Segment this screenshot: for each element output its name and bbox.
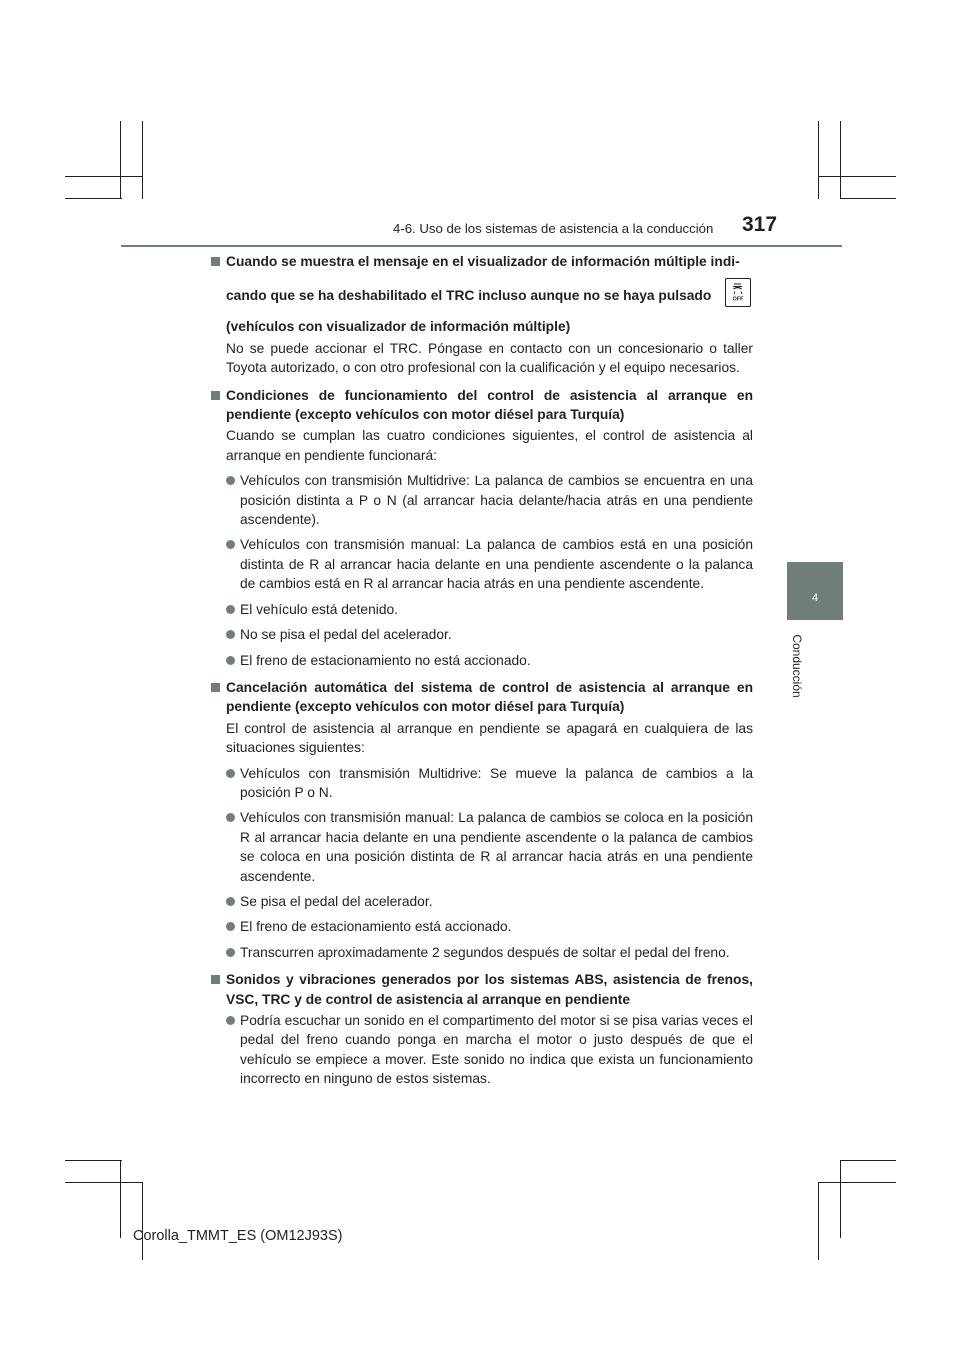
crop-mark (840, 1160, 841, 1238)
section-title (210, 970, 753, 1009)
list-item (210, 535, 753, 593)
round-bullet-icon (226, 1016, 235, 1025)
round-bullet-icon (226, 948, 235, 957)
list-item-text: El freno de estacionamiento está accionado. (240, 919, 512, 935)
round-bullet-icon (226, 630, 235, 639)
section-title-text: Condiciones de funcionamiento del control de asistencia al arranque en pendiente (excepto vehículos con motor diésel para Turquía) (226, 387, 753, 423)
list-item (210, 600, 753, 619)
crop-mark (840, 121, 841, 199)
list-item-text: Transcurren aproximadamente 2 segundos después de soltar el pedal del freno. (240, 944, 730, 960)
round-bullet-icon (226, 656, 235, 665)
section-title (210, 386, 753, 425)
main-content (210, 252, 753, 1089)
crop-mark (840, 198, 896, 199)
section-paragraph: Cuando se cumplan las cuatro condiciones siguientes, el control de asistencia al arranque en pendiente funcionará: (226, 428, 753, 463)
round-bullet-icon (226, 605, 235, 614)
crop-mark (65, 176, 143, 177)
section-title-text: (vehículos con visualizador de información múltiple) (226, 319, 571, 335)
crop-mark (818, 176, 896, 177)
list-item-text: Vehículos con transmisión Multidrive: La palanca de cambios se encuentra en una posición distinta a P o N (al arrancar hacia delante/hacia atrás en una pendiente ascendente). (240, 473, 753, 528)
list-item-text: Vehículos con transmisión Multidrive: Se mueve la palanca de cambios a la posición P o N. (240, 765, 753, 800)
round-bullet-icon (226, 476, 235, 485)
section-title-text: Cancelación automática del sistema de control de asistencia al arranque en pendiente (excepto vehículos con motor diésel para Turquía) (226, 679, 753, 715)
square-bullet-icon (211, 391, 220, 400)
crop-mark (65, 1160, 122, 1161)
crop-mark (818, 121, 819, 199)
list-item-text: Vehículos con transmisión manual: La palanca de cambios se coloca en la posición R al arrancar hacia delante en una pendiente ascendente o la palanca de cambios se coloca en una posición distinta de R al arrancar hacia atrás en una pendiente ascendente. (240, 810, 753, 884)
header-rule (121, 245, 842, 247)
square-bullet-icon (211, 257, 220, 266)
round-bullet-icon (226, 922, 235, 931)
page-number: 317 (742, 213, 778, 236)
section-title-line (226, 282, 753, 311)
trc-off-switch-icon (725, 278, 751, 307)
list-item-text: Podría escuchar un sonido en el compartimento del motor si se pisa varias veces el pedal del freno cuando ponga en marcha el motor o justo después de que el vehículo se empiece a mover. Este sonido no indica que exista un funcionamiento incorrecto en ninguno de estos sistemas. (240, 1013, 753, 1087)
crop-mark (818, 1182, 819, 1260)
crop-mark (818, 1182, 896, 1183)
manual-code: Corolla_TMMT_ES (OM12J93S) (133, 1228, 343, 1244)
crop-mark (840, 1160, 896, 1161)
round-bullet-icon (226, 897, 235, 906)
list-item (210, 808, 753, 886)
round-bullet-icon (226, 769, 235, 778)
crop-mark (142, 121, 143, 199)
square-bullet-icon (211, 683, 220, 692)
svg-text:OFF: OFF (732, 296, 744, 303)
crop-mark (65, 1182, 143, 1183)
section-paragraph: El control de asistencia al arranque en pendiente se apagará en cualquiera de las situaciones siguientes: (226, 720, 753, 756)
list-item (210, 943, 753, 962)
section-title (210, 252, 753, 337)
crop-mark (120, 1160, 121, 1238)
list-item-text: El vehículo está detenido. (240, 601, 399, 617)
list-item-text: No se pisa el pedal del acelerador. (240, 627, 452, 643)
list-item (210, 625, 753, 644)
round-bullet-icon (226, 813, 235, 822)
section-paragraph: No se puede accionar el TRC. Póngase en contacto con un concesionario o taller Toyota autorizado, o con otro profesional con la cualificación y el equipo necesarios. (226, 340, 753, 376)
section-title (210, 678, 753, 717)
section-title-text: cando que se ha deshabilitado el TRC incluso aunque no se haya pulsado (226, 288, 712, 304)
list-item-text: El freno de estacionamiento no está accionado. (240, 652, 531, 668)
list-item (210, 892, 753, 911)
list-item (210, 471, 753, 529)
section-title-text: Sonidos y vibraciones generados por los sistemas ABS, asistencia de frenos, VSC, TRC y de control de asistencia al arranque en pendiente (226, 972, 753, 1007)
crop-mark (120, 121, 121, 199)
list-item (210, 1011, 753, 1089)
header-section-title: 4-6. Uso de los sistemas de asistencia a la conducción (393, 221, 714, 236)
chapter-number: 4 (811, 592, 819, 604)
chapter-tab (787, 562, 843, 620)
square-bullet-icon (211, 975, 220, 984)
crop-mark (65, 198, 122, 199)
crop-mark (142, 1182, 143, 1260)
list-item-text: Se pisa el pedal del acelerador. (240, 893, 433, 909)
chapter-label (787, 626, 807, 706)
round-bullet-icon (226, 540, 235, 549)
list-item (210, 764, 753, 803)
section-title-text: Cuando se muestra el mensaje en el visualizador de información múltiple indi- (226, 254, 740, 269)
list-item (210, 917, 753, 936)
list-item (210, 651, 753, 670)
chapter-title: Conducción (790, 634, 804, 698)
list-item-text: Vehículos con transmisión manual: La palanca de cambios está en una posición distinta de R al arrancar hacia delante en una pendiente ascendente o la palanca de cambios está en R al arrancar hacia atrás en una pendiente ascendente. (240, 537, 753, 592)
